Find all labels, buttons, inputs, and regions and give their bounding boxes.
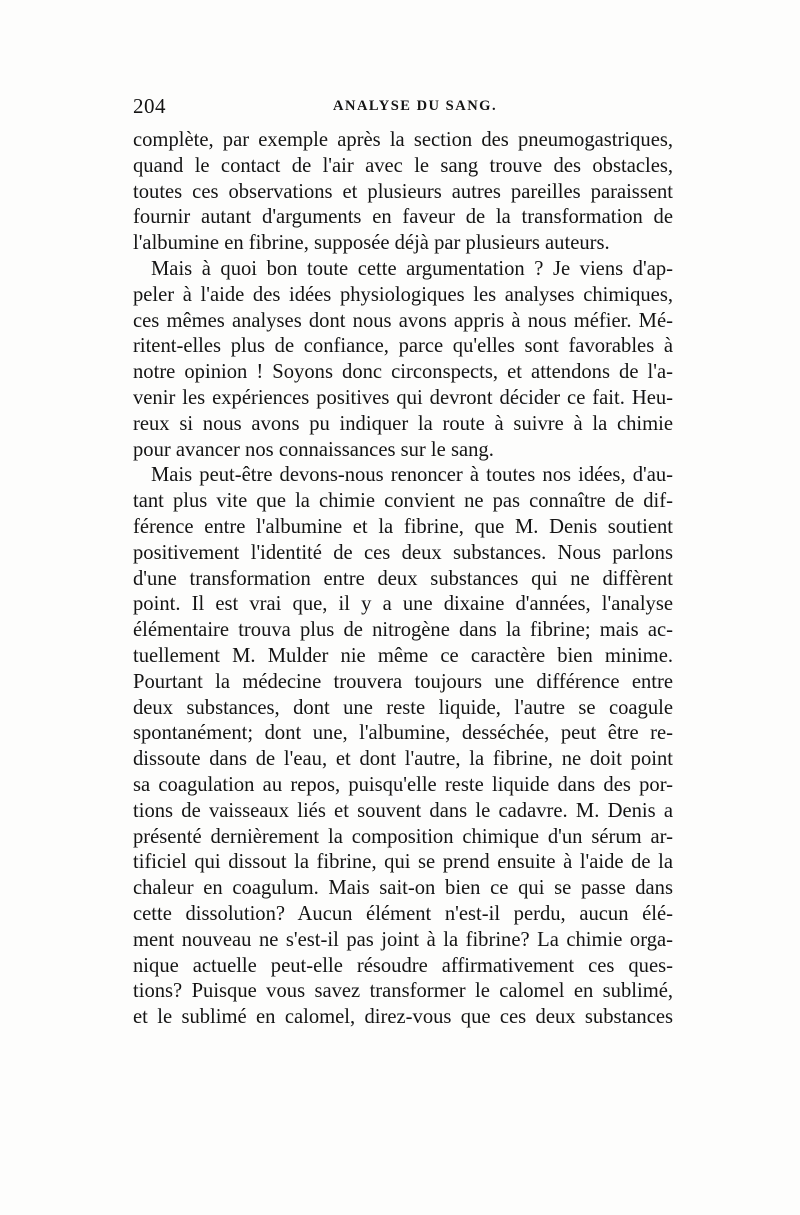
text-line: spontanément; dont une, l'albumine, desséchée, peut être re- bbox=[133, 722, 673, 745]
text-line: venir les expériences positives qui devront décider ce fait. Heu- bbox=[133, 386, 673, 409]
text-line: point. Il est vrai que, il y a une dixaine d'années, l'analyse bbox=[133, 593, 673, 616]
body-text bbox=[133, 128, 673, 1031]
text-line: tuellement M. Mulder nie même ce caractère bien minime. bbox=[133, 644, 673, 667]
text-line: et le sublimé en calomel, direz-vous que ces deux substances bbox=[133, 1006, 673, 1029]
text-line: deux substances, dont une reste liquide, l'autre se coagule bbox=[133, 696, 673, 719]
text-line: peler à l'aide des idées physiologiques les analyses chimiques, bbox=[133, 283, 673, 306]
text-line: sa coagulation au repos, puisqu'elle reste liquide dans des por- bbox=[133, 773, 673, 796]
text-line: Mais à quoi bon toute cette argumentation ? Je viens d'ap- bbox=[151, 257, 673, 280]
text-line: quand le contact de l'air avec le sang trouve des obstacles, bbox=[133, 154, 673, 177]
text-line: présenté dernièrement la composition chimique d'un sérum ar- bbox=[133, 825, 673, 848]
text-line: l'albumine en fibrine, supposée déjà par plusieurs auteurs. bbox=[133, 232, 610, 255]
text-line: Pourtant la médecine trouvera toujours une différence entre bbox=[133, 670, 673, 693]
text-line: pour avancer nos connaissances sur le sang. bbox=[133, 438, 494, 461]
text-line: Mais peut-être devons-nous renoncer à toutes nos idées, d'au- bbox=[151, 464, 673, 487]
text-line: chaleur en coagulum. Mais sait-on bien ce qui se passe dans bbox=[133, 877, 673, 900]
text-line: nique actuelle peut-elle résoudre affirmativement ces ques- bbox=[133, 954, 673, 977]
text-line: cette dissolution? Aucun élément n'est-il perdu, aucun élé- bbox=[133, 902, 673, 925]
running-title: ANALYSE DU SANG. bbox=[333, 98, 498, 114]
text-line: ces mêmes analyses dont nous avons appris à nous méfier. Mé- bbox=[133, 309, 673, 332]
text-line: tificiel qui dissout la fibrine, qui se prend ensuite à l'aide de la bbox=[133, 851, 673, 874]
text-line: tant plus vite que la chimie convient ne pas connaître de dif- bbox=[133, 490, 673, 513]
text-line: positivement l'identité de ces deux substances. Nous parlons bbox=[133, 541, 673, 564]
text-line: élémentaire trouva plus de nitrogène dans la fibrine; mais ac- bbox=[133, 619, 673, 642]
text-line: tions? Puisque vous savez transformer le calomel en sublimé, bbox=[133, 980, 673, 1003]
text-line: dissoute dans de l'eau, et dont l'autre, la fibrine, ne doit point bbox=[133, 748, 673, 771]
page-number: 204 bbox=[133, 94, 166, 118]
text-line: notre opinion ! Soyons donc circonspects, et attendons de l'a- bbox=[133, 361, 673, 384]
text-line: férence entre l'albumine et la fibrine, que M. Denis soutient bbox=[133, 515, 673, 538]
text-line: toutes ces observations et plusieurs autres pareilles paraissent bbox=[133, 180, 673, 203]
text-line: ritent-elles plus de confiance, parce qu'elles sont favorables à bbox=[133, 335, 673, 358]
text-line: reux si nous avons pu indiquer la route à suivre à la chimie bbox=[133, 412, 673, 435]
text-line: d'une transformation entre deux substances qui ne diffèrent bbox=[133, 567, 673, 590]
running-head bbox=[133, 94, 673, 124]
text-line: fournir autant d'arguments en faveur de la transformation de bbox=[133, 206, 673, 229]
text-line: tions de vaisseaux liés et souvent dans le cadavre. M. Denis a bbox=[133, 799, 673, 822]
text-line: complète, par exemple après la section des pneumogastriques, bbox=[133, 129, 673, 151]
text-line: ment nouveau ne s'est-il pas joint à la fibrine? La chimie orga- bbox=[133, 928, 673, 951]
